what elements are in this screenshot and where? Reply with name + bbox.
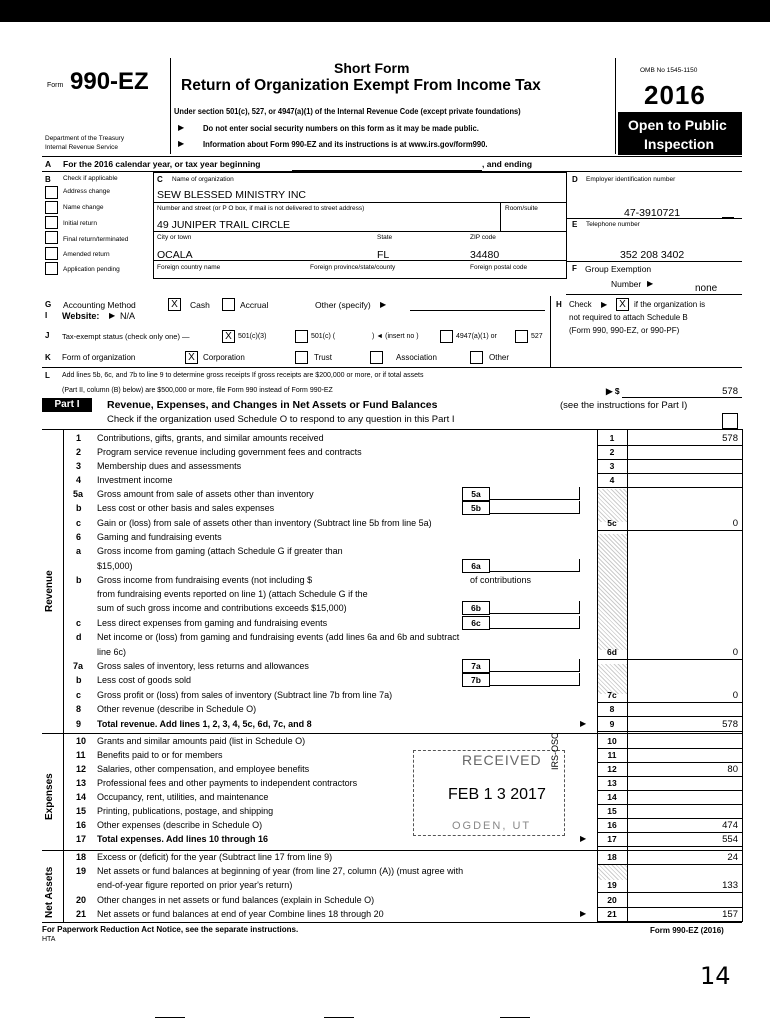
sub-line-ref: 6a xyxy=(462,559,490,573)
website-value[interactable]: N/A xyxy=(120,311,136,321)
line-number: 15 xyxy=(76,806,87,816)
association-checkbox[interactable] xyxy=(370,351,383,364)
line-ref: 19 xyxy=(607,880,617,890)
sub-line-ref: 7b xyxy=(462,673,490,687)
line-description: Less direct expenses from gaming and fundraising events xyxy=(97,618,328,628)
line-number: 17 xyxy=(76,834,87,844)
line-description: Total revenue. Add lines 1, 2, 3, 4, 5c, 6d, 7c, and 8 xyxy=(97,719,312,729)
other-org-checkbox[interactable] xyxy=(470,351,483,364)
gross-receipts-value[interactable]: 578 xyxy=(722,386,738,397)
line-description: from fundraising events reported on line 1) (attach Schedule G if the xyxy=(97,589,368,599)
line-ref: 11 xyxy=(607,750,617,760)
stamp-city: OGDEN, UT xyxy=(452,820,532,832)
line-number: 1 xyxy=(76,433,82,443)
sub-line-ref: 6c xyxy=(462,616,490,630)
line-description: Net income or (loss) from gaming and fundraising events (add lines 6a and 6b and subtract xyxy=(97,632,460,642)
line-number: 7a xyxy=(73,661,84,671)
line-description: Investment income xyxy=(97,475,173,485)
line-description: $15,000) xyxy=(97,561,133,571)
sub-line-ref: 6b xyxy=(462,601,490,615)
org-street[interactable]: 49 JUNIPER TRAIL CIRCLE xyxy=(157,219,291,231)
line-ref: 18 xyxy=(607,852,617,862)
line-ref: 16 xyxy=(607,820,617,830)
line-description: Gross income from fundraising events (not including $ xyxy=(97,575,313,585)
dept-irs: Internal Revenue Service xyxy=(45,144,118,151)
tax-year: 2016 xyxy=(644,80,706,110)
line-number: 2 xyxy=(76,447,82,457)
omb-number: OMB No 1545-1150 xyxy=(640,67,698,74)
line-number: 10 xyxy=(76,736,87,746)
side-label-expenses: Expenses xyxy=(44,773,55,820)
line-amount[interactable]: 474 xyxy=(722,820,738,831)
line-ref: 9 xyxy=(609,719,615,729)
line-description: Contributions, gifts, grants, and similar amounts received xyxy=(97,433,324,443)
line-description: Gross amount from sale of assets other than inventory xyxy=(97,489,314,499)
paperwork-notice: For Paperwork Reduction Act Notice, see the separate instructions. xyxy=(42,925,299,934)
line-number: 21 xyxy=(76,909,87,919)
initial-return-checkbox[interactable] xyxy=(45,216,58,229)
group-exemption-value[interactable]: none xyxy=(695,283,718,294)
stamp-side: IRS-OSC xyxy=(550,732,560,770)
line-description: Gross sales of inventory, less returns and allowances xyxy=(97,661,309,671)
name-change-checkbox[interactable] xyxy=(45,201,58,214)
line-a-ending: , and ending xyxy=(482,159,533,169)
line-number: c xyxy=(76,518,82,528)
org-name[interactable]: SEW BLESSED MINISTRY INC xyxy=(157,189,306,201)
line-number: 9 xyxy=(76,719,82,729)
line-l-text2: (Part II, column (B) below) are $500,000 or more, file Form 990 instead of Form 990-EZ xyxy=(62,387,333,394)
amended-return-checkbox[interactable] xyxy=(45,247,58,260)
line-amount[interactable]: 0 xyxy=(732,518,738,529)
line-description: Program service revenue including government fees and contracts xyxy=(97,447,362,457)
notice-info: Information about Form 990-EZ and its instructions is at www.irs.gov/form990. xyxy=(203,139,488,149)
line-number: 4 xyxy=(76,475,82,485)
org-zip[interactable]: 34480 xyxy=(470,249,500,261)
line-ref: 4 xyxy=(609,475,615,485)
line-ref: 20 xyxy=(607,895,617,905)
check-if-applicable: Check if applicable xyxy=(63,175,118,182)
stamp-date: FEB 1 3 2017 xyxy=(448,786,546,803)
line-description: Total expenses. Add lines 10 through 16 xyxy=(97,834,269,844)
org-city[interactable]: OCALA xyxy=(157,249,193,261)
line-description: Net assets or fund balances at beginning of year (from line 27, column (A)) (must agree with xyxy=(97,866,464,876)
line-number: c xyxy=(76,690,82,700)
line-description: end-of-year figure reported on prior year's return) xyxy=(97,880,293,890)
corporation-checkbox[interactable]: X xyxy=(185,351,198,364)
line-number: 6 xyxy=(76,532,82,542)
line-number: b xyxy=(76,675,82,685)
line-description: Membership dues and assessments xyxy=(97,461,242,471)
line-amount[interactable]: 578 xyxy=(722,719,738,730)
line-number: 20 xyxy=(76,895,87,905)
sub-line-ref: 5b xyxy=(462,501,490,515)
sub-line-field[interactable] xyxy=(489,673,580,686)
line-description: Professional fees and other payments to independent contractors xyxy=(97,778,358,788)
line-amount[interactable]: 80 xyxy=(727,764,738,775)
cash-checkbox[interactable]: X xyxy=(168,298,181,311)
line-amount[interactable]: 0 xyxy=(732,647,738,658)
line-description: Printing, publications, postage, and shipping xyxy=(97,806,274,816)
line-after-text: of contributions xyxy=(470,575,532,585)
schedule-o-checkbox[interactable] xyxy=(722,413,738,429)
sub-line-field[interactable] xyxy=(489,501,580,514)
line-ref: 14 xyxy=(607,792,617,802)
org-state[interactable]: FL xyxy=(377,249,390,261)
line-description: Other revenue (describe in Schedule O) xyxy=(97,704,257,714)
subtitle: Under section 501(c), 527, or 4947(a)(1) of the Internal Revenue Code (except private foundations) xyxy=(174,106,521,116)
application-pending-checkbox[interactable] xyxy=(45,262,58,275)
line-ref: 3 xyxy=(609,461,615,471)
phone-value[interactable]: 352 208 3402 xyxy=(620,249,685,261)
line-ref: 15 xyxy=(607,806,617,816)
line-a-text: For the 2016 calendar year, or tax year beginning xyxy=(63,159,261,169)
line-amount[interactable]: 157 xyxy=(722,909,738,920)
dept-treasury: Department of the Treasury xyxy=(45,135,125,142)
line-number: b xyxy=(76,575,82,585)
status-4947-checkbox[interactable] xyxy=(440,330,453,343)
line-amount[interactable]: 24 xyxy=(727,852,738,863)
sub-line-field[interactable] xyxy=(489,659,580,672)
line-ref: 10 xyxy=(607,736,617,746)
scan-top-border xyxy=(0,0,770,22)
schedule-o-text: Check if the organization used Schedule O to respond to any question in this Part I xyxy=(107,414,455,425)
line-number: c xyxy=(76,618,82,628)
line-ref: 6d xyxy=(607,647,617,657)
line-ref: 12 xyxy=(607,764,617,774)
sub-line-ref: 7a xyxy=(462,659,490,673)
line-description: Gross income from gaming (attach Schedule G if greater than xyxy=(97,546,343,556)
line-description: Other expenses (describe in Schedule O) xyxy=(97,820,263,830)
line-number: 19 xyxy=(76,866,87,876)
sub-line-field[interactable] xyxy=(489,559,580,572)
part-i-label: Part I xyxy=(42,398,92,412)
accrual-checkbox[interactable] xyxy=(222,298,235,311)
line-number: 8 xyxy=(76,704,82,714)
ein-value[interactable]: 47-3910721 xyxy=(624,207,681,219)
line-description: Less cost or other basis and sales expenses xyxy=(97,503,275,513)
line-description: Grants and similar amounts paid (list in Schedule O) xyxy=(97,736,306,746)
stamp-received: RECEIVED xyxy=(462,752,542,768)
line-ref: 1 xyxy=(609,433,615,443)
form-number: 990-EZ xyxy=(70,68,149,95)
status-527-checkbox[interactable] xyxy=(515,330,528,343)
line-amount[interactable]: 578 xyxy=(722,433,738,444)
line-ref: 2 xyxy=(609,447,615,457)
sub-line-field[interactable] xyxy=(489,487,580,500)
line-description: Other changes in net assets or fund balances (explain in Schedule O) xyxy=(97,895,375,905)
schedule-b-checkbox[interactable]: X xyxy=(616,298,629,311)
line-ref: 5c xyxy=(607,518,617,528)
line-amount[interactable]: 554 xyxy=(722,834,738,845)
line-number: 14 xyxy=(76,792,87,802)
line-description: Less cost of goods sold xyxy=(97,675,192,685)
sub-line-field[interactable] xyxy=(489,601,580,614)
status-501c-checkbox[interactable] xyxy=(295,330,308,343)
line-description: sum of such gross income and contributions exceeds $15,000) xyxy=(97,603,347,613)
hta-label: HTA xyxy=(42,936,56,943)
line-ref: 7c xyxy=(607,690,617,700)
line-ref: 8 xyxy=(609,704,615,714)
open-public-line2: Inspection xyxy=(644,136,715,152)
line-description: Excess or (deficit) for the year (Subtract line 17 from line 9) xyxy=(97,852,333,862)
sub-line-ref: 5a xyxy=(462,487,490,501)
line-number: a xyxy=(76,546,82,556)
line-description: Gain or (loss) from sale of assets other than inventory (Subtract line 5b from line 5a) xyxy=(97,518,432,528)
form-word: Form xyxy=(47,82,64,89)
line-number: 16 xyxy=(76,820,87,830)
line-number: 11 xyxy=(76,750,86,760)
line-description: Gross profit or (loss) from sales of inventory (Subtract line 7b from line 7a) xyxy=(97,690,393,700)
line-ref: 17 xyxy=(607,834,617,844)
final-return-checkbox[interactable] xyxy=(45,231,58,244)
open-public-line1: Open to Public xyxy=(628,117,727,133)
line-number: b xyxy=(76,503,82,513)
trust-checkbox[interactable] xyxy=(295,351,308,364)
line-description: Benefits paid to or for members xyxy=(97,750,223,760)
line-number: d xyxy=(76,632,82,642)
line-description: Salaries, other compensation, and employee benefits xyxy=(97,764,310,774)
line-number: 18 xyxy=(76,852,87,862)
status-501c3-checkbox[interactable]: X xyxy=(222,330,235,343)
side-label-revenue: Revenue xyxy=(44,570,55,612)
footer-form-ref: Form 990-EZ (2016) xyxy=(650,926,724,935)
address-change-checkbox[interactable] xyxy=(45,186,58,199)
line-description: Occupancy, rent, utilities, and maintenance xyxy=(97,792,269,802)
line-ref: 21 xyxy=(607,909,617,919)
line-amount[interactable]: 133 xyxy=(722,880,738,891)
line-number: 3 xyxy=(76,461,82,471)
line-description: line 6c) xyxy=(97,647,127,657)
line-description: Net assets or fund balances at end of year Combine lines 18 through 20 xyxy=(97,909,384,919)
sub-line-field[interactable] xyxy=(489,616,580,629)
page-title: Return of Organization Exempt From Income Tax xyxy=(181,77,541,94)
line-number: 13 xyxy=(76,778,87,788)
notice-ssn: Do not enter social security numbers on this form as it may be made public. xyxy=(203,123,479,133)
line-description: Gaming and fundraising events xyxy=(97,532,222,542)
line-ref: 13 xyxy=(607,778,617,788)
part-i-title: Revenue, Expenses, and Changes in Net Assets or Fund Balances xyxy=(107,399,438,411)
line-l-text1: Add lines 5b, 6c, and 7b to line 9 to determine gross receipts If gross receipts are $200,000 or more, or if total assets xyxy=(62,372,424,379)
side-label-net-assets: Net Assets xyxy=(44,866,55,918)
line-number: 5a xyxy=(73,489,84,499)
line-amount[interactable]: 0 xyxy=(732,690,738,701)
title-short-form: Short Form xyxy=(334,60,410,76)
line-number: 12 xyxy=(76,764,87,774)
handwritten-page-mark: 14 xyxy=(700,962,731,990)
